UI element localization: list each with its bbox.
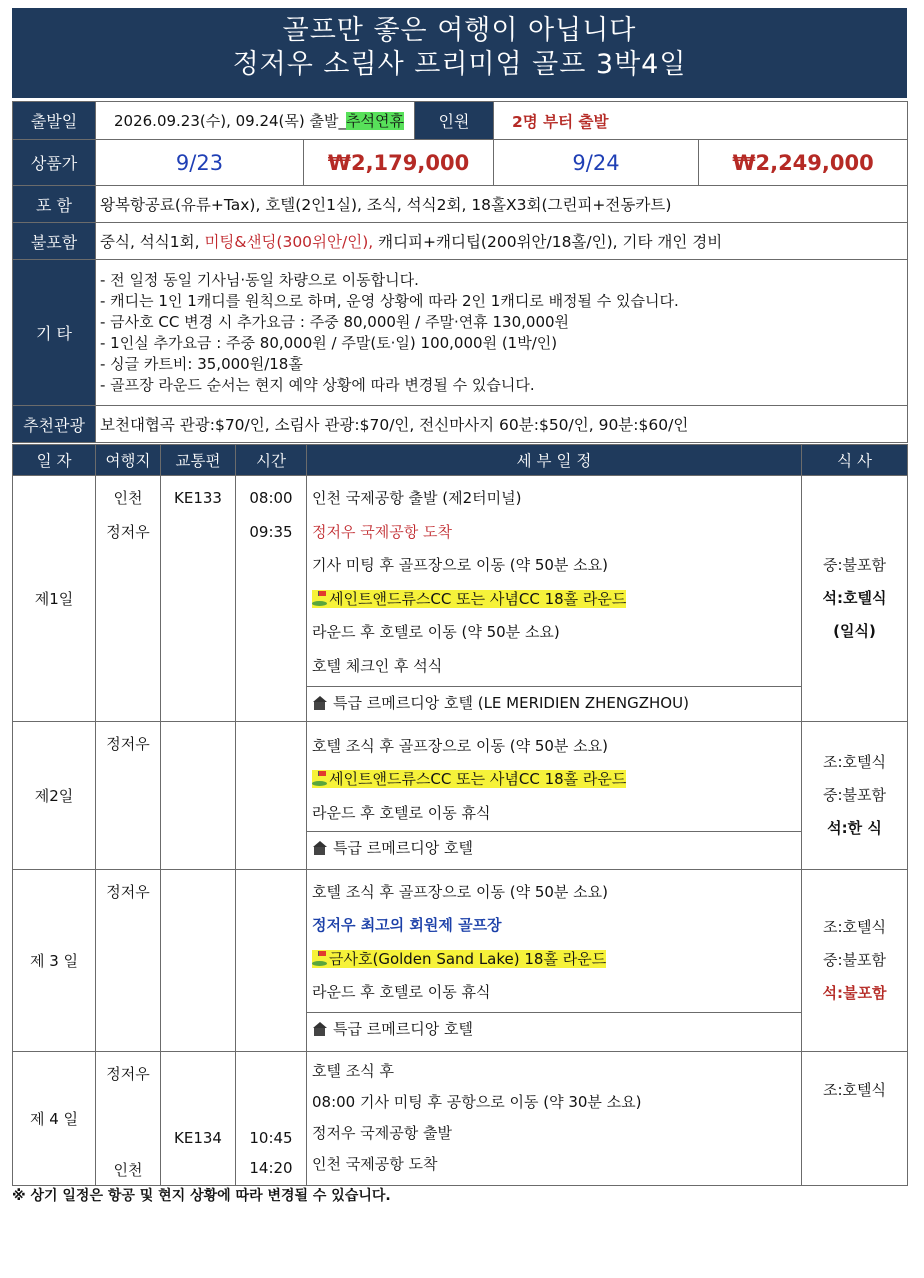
place: 정저우 bbox=[106, 1064, 150, 1083]
day-places bbox=[96, 869, 161, 1051]
day-meals bbox=[802, 721, 908, 869]
schedule-item: 정저우 최고의 회원제 골프장 bbox=[312, 916, 502, 934]
golf-round: 금사호(Golden Sand Lake) 18홀 라운드 bbox=[329, 949, 607, 968]
hotel-icon bbox=[312, 696, 327, 710]
exclude-part-1: 중식, 석식1회, bbox=[100, 233, 205, 251]
golf-flag-icon bbox=[312, 951, 327, 966]
title-banner bbox=[12, 8, 907, 98]
hotel-name: 특급 르메르디앙 호텔 bbox=[333, 1019, 473, 1038]
departure-dates: 2026.09.23(수), 09.24(목) 출발_ bbox=[114, 112, 346, 130]
recommend-value: 보천대협곡 관광:$70/인, 소림사 관광:$70/인, 전신마사지 60분:$50/인, 90분:$60/인 bbox=[96, 406, 908, 443]
include-label: 포 함 bbox=[13, 186, 96, 223]
col-transport: 교통편 bbox=[161, 445, 236, 476]
day-row bbox=[13, 476, 908, 722]
people-value: 2명 부터 출발 bbox=[494, 102, 908, 140]
info-table bbox=[12, 101, 908, 443]
schedule-item: 호텔 조식 후 bbox=[312, 1061, 394, 1080]
schedule-item: 08:00 기사 미팅 후 공항으로 이동 (약 30분 소요) bbox=[312, 1092, 642, 1111]
hotel-line bbox=[312, 1013, 801, 1047]
day-times bbox=[236, 1051, 307, 1185]
flight-number: KE133 bbox=[174, 489, 222, 507]
day-times bbox=[236, 869, 307, 1051]
title-line-2: 정저우 소림사 프리미엄 골프 3박4일 bbox=[232, 49, 687, 80]
col-meal: 식 사 bbox=[802, 445, 908, 476]
day-meals bbox=[802, 476, 908, 722]
schedule-item: 라운드 후 호텔로 이동 (약 50분 소요) bbox=[312, 623, 560, 641]
day-transport bbox=[161, 721, 236, 869]
day-label: 제 4 일 bbox=[13, 1051, 96, 1185]
col-schedule: 세 부 일 정 bbox=[307, 445, 802, 476]
recommend-label: 추천관광 bbox=[13, 406, 96, 443]
meal: (일식) bbox=[833, 621, 876, 640]
day-transport bbox=[161, 1051, 236, 1185]
etc-line: - 1인실 추가요금 : 주중 80,000원 / 주말(토·일) 100,000원 (1박/인) bbox=[100, 333, 558, 352]
meal: 중:불포함 bbox=[822, 950, 886, 969]
hotel-line bbox=[312, 687, 801, 721]
day-label: 제1일 bbox=[13, 476, 96, 722]
day-row bbox=[13, 721, 908, 869]
day-meals bbox=[802, 869, 908, 1051]
schedule-item-golf bbox=[312, 763, 801, 797]
price-date-2: 9/24 bbox=[494, 140, 699, 186]
col-day: 일 자 bbox=[13, 445, 96, 476]
meal: 석:한 식 bbox=[827, 818, 882, 837]
place: 인천 bbox=[113, 489, 143, 507]
day-places bbox=[96, 721, 161, 869]
day-places bbox=[96, 476, 161, 722]
schedule-item: 라운드 후 호텔로 이동 휴식 bbox=[312, 803, 491, 822]
flight-number: KE134 bbox=[174, 1128, 222, 1147]
day-places bbox=[96, 1051, 161, 1185]
time: 09:35 bbox=[249, 522, 293, 541]
holiday-badge: 추석연휴 bbox=[346, 112, 404, 130]
day-schedule bbox=[307, 721, 802, 869]
etc-line: - 싱글 카트비: 35,000원/18홀 bbox=[100, 354, 303, 373]
meal: 조:호텔식 bbox=[822, 752, 886, 771]
schedule-item: 라운드 후 호텔로 이동 휴식 bbox=[312, 983, 491, 1001]
meal: 중:불포함 bbox=[822, 785, 886, 804]
golf-flag-icon bbox=[312, 591, 327, 606]
schedule-item: 호텔 조식 후 골프장으로 이동 (약 50분 소요) bbox=[312, 736, 609, 755]
day-transport bbox=[161, 869, 236, 1051]
day-row bbox=[13, 1051, 908, 1185]
etc-list bbox=[96, 260, 908, 406]
meal: 석:호텔식 bbox=[822, 588, 887, 607]
golf-round: 세인트앤드류스CC 또는 사념CC 18홀 라운드 bbox=[329, 589, 627, 608]
schedule-item-golf bbox=[312, 943, 801, 977]
schedule-item: 인천 국제공항 도착 bbox=[312, 1154, 438, 1173]
price-amount-2: ₩2,249,000 bbox=[699, 140, 908, 186]
price-amount-1: ₩2,179,000 bbox=[304, 140, 494, 186]
etc-line: - 캐디는 1인 1캐디를 원칙으로 하며, 운영 상황에 따라 2인 1캐디로 배정될 수 있습니다. bbox=[100, 291, 679, 310]
price-label: 상품가 bbox=[13, 140, 96, 186]
day-meals bbox=[802, 1051, 908, 1185]
time: 14:20 bbox=[249, 1158, 293, 1177]
hotel-icon bbox=[312, 841, 327, 855]
day-transport bbox=[161, 476, 236, 722]
schedule-item-golf bbox=[312, 583, 801, 617]
include-value: 왕복항공료(유류+Tax), 호텔(2인1실), 조식, 석식2회, 18홀X3회(그린피+전동카트) bbox=[96, 186, 908, 223]
departure-value bbox=[96, 102, 415, 140]
exclude-label: 불포함 bbox=[13, 223, 96, 260]
schedule-item: 인천 국제공항 출발 (제2터미널) bbox=[312, 489, 522, 507]
golf-round: 세인트앤드류스CC 또는 사념CC 18홀 라운드 bbox=[329, 770, 627, 788]
place: 정저우 bbox=[106, 882, 150, 901]
place: 정저우 bbox=[106, 734, 150, 753]
day-times bbox=[236, 476, 307, 722]
day-schedule bbox=[307, 476, 802, 722]
meal: 조:호텔식 bbox=[822, 1080, 886, 1099]
etc-label: 기 타 bbox=[13, 260, 96, 406]
schedule-item: 호텔 조식 후 골프장으로 이동 (약 50분 소요) bbox=[312, 882, 609, 901]
place: 인천 bbox=[113, 1160, 143, 1179]
hotel-line bbox=[312, 832, 801, 866]
day-label: 제2일 bbox=[13, 721, 96, 869]
exclude-meeting: 미팅&샌딩(300위안/인), bbox=[204, 233, 374, 251]
place: 정저우 bbox=[106, 522, 150, 541]
golf-flag-icon bbox=[312, 771, 327, 786]
col-time: 시간 bbox=[236, 445, 307, 476]
day-times bbox=[236, 721, 307, 869]
meal: 조:호텔식 bbox=[822, 917, 886, 936]
etc-line: - 전 일정 동일 기사님·동일 차량으로 이동합니다. bbox=[100, 270, 419, 289]
exclude-part-3: 캐디피+캐디팁(200위안/18홀/인), 기타 개인 경비 bbox=[373, 233, 723, 251]
day-schedule bbox=[307, 869, 802, 1051]
itinerary-table bbox=[12, 444, 908, 1186]
day-row bbox=[13, 869, 908, 1051]
schedule-item: 호텔 체크인 후 석식 bbox=[312, 656, 443, 675]
exclude-value bbox=[96, 223, 908, 260]
col-place: 여행지 bbox=[96, 445, 161, 476]
meal: 중:불포함 bbox=[822, 555, 886, 574]
day-schedule bbox=[307, 1051, 802, 1185]
title-line-1: 골프만 좋은 여행이 아닙니다 bbox=[282, 15, 637, 46]
time: 08:00 bbox=[249, 489, 293, 507]
etc-line: - 금사호 CC 변경 시 추가요금 : 주중 80,000원 / 주말·연휴 130,000원 bbox=[100, 312, 570, 331]
footnote: ※ 상기 일정은 항공 및 현지 상황에 따라 변경될 수 있습니다. bbox=[12, 1188, 391, 1204]
etc-line: - 골프장 라운드 순서는 현지 예약 상황에 따라 변경될 수 있습니다. bbox=[100, 375, 535, 394]
hotel-icon bbox=[312, 1022, 327, 1036]
hotel-name: 특급 르메르디앙 호텔 bbox=[333, 839, 473, 857]
day-label: 제 3 일 bbox=[13, 869, 96, 1051]
departure-label: 출발일 bbox=[13, 102, 96, 140]
hotel-name: 특급 르메르디앙 호텔 (LE MERIDIEN ZHENGZHOU) bbox=[333, 694, 689, 712]
time: 10:45 bbox=[249, 1128, 293, 1147]
schedule-item: 기사 미팅 후 골프장으로 이동 (약 50분 소요) bbox=[312, 556, 609, 574]
schedule-item: 정저우 국제공항 출발 bbox=[312, 1123, 452, 1142]
schedule-item: 정저우 국제공항 도착 bbox=[312, 522, 452, 541]
meal: 석:불포함 bbox=[822, 983, 887, 1002]
price-date-1: 9/23 bbox=[96, 140, 304, 186]
people-label: 인원 bbox=[415, 102, 494, 140]
